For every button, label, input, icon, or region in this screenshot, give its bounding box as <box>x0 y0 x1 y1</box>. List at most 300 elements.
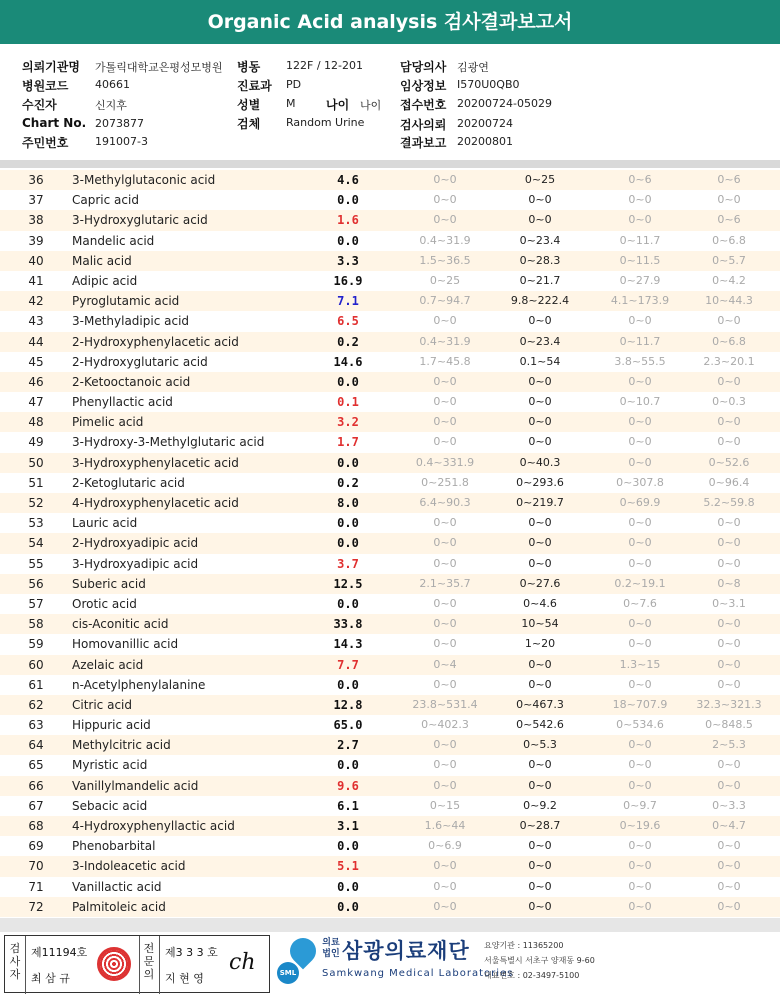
reference-range-1: 1.5~36.5 <box>419 253 471 267</box>
analyte-name: Lauric acid <box>72 516 138 531</box>
reference-range-1: 0~0 <box>433 617 457 631</box>
org-code: 요양기관 : 11365200 <box>484 941 564 950</box>
age-label: 나이 <box>326 98 350 112</box>
specimen-label: 검체 <box>237 117 261 131</box>
analyte-name: Homovanillic acid <box>72 637 179 652</box>
reference-range-4: 0~0 <box>717 758 741 772</box>
table-row <box>0 574 780 594</box>
table-row <box>0 392 780 412</box>
reference-range-4: 0~52.6 <box>708 455 750 469</box>
reference-range-4: 0~0 <box>717 899 741 913</box>
reference-range-4: 0~6 <box>717 213 741 227</box>
row-number: 67 <box>28 798 44 813</box>
result-value: 1.6 <box>337 213 359 228</box>
reference-range-3: 0~307.8 <box>616 475 664 489</box>
result-value: 2.7 <box>337 738 359 753</box>
ward-label: 병동 <box>237 60 261 74</box>
table-row <box>0 251 780 271</box>
analyte-name: 2-Hydroxyphenylacetic acid <box>72 334 239 349</box>
reference-range-2: 0~0 <box>528 516 552 530</box>
table-row <box>0 412 780 432</box>
reference-range-3: 0~0 <box>628 839 652 853</box>
reference-range-3: 0~0 <box>628 374 652 388</box>
age-value: 나이 <box>360 99 382 112</box>
reference-range-4: 0~0 <box>717 778 741 792</box>
result-value: 3.3 <box>337 253 359 268</box>
clinical-label: 임상정보 <box>400 79 447 93</box>
analyte-name: Myristic acid <box>72 758 148 773</box>
result-value: 0.0 <box>337 879 359 894</box>
reference-range-2: 0~0 <box>528 657 552 671</box>
table-row <box>0 897 780 917</box>
reference-range-1: 23.8~531.4 <box>412 697 478 711</box>
analyte-name: 2-Hydroxyglutaric acid <box>72 354 208 369</box>
reference-range-2: 0~293.6 <box>516 475 564 489</box>
row-number: 39 <box>28 233 44 248</box>
reference-range-2: 0~28.3 <box>519 253 561 267</box>
result-value: 0.0 <box>337 596 359 611</box>
reference-range-4: 0~0.3 <box>712 395 746 409</box>
reference-range-3: 0~6 <box>628 173 652 186</box>
reference-range-4: 0~5.7 <box>712 253 746 267</box>
table-row <box>0 776 780 796</box>
reference-range-3: 0~0 <box>628 536 652 550</box>
reference-range-2: 0~0 <box>528 556 552 570</box>
report-date-value: 20200801 <box>457 135 513 148</box>
reference-range-3: 0~534.6 <box>616 718 664 732</box>
row-number: 68 <box>28 819 44 833</box>
row-number: 59 <box>28 637 44 652</box>
id-value: 191007-3 <box>95 135 148 148</box>
analyte-name: 2-Hydroxyadipic acid <box>72 536 199 551</box>
reference-range-2: 0~40.3 <box>519 455 561 469</box>
reference-range-1: 0~0 <box>433 213 457 227</box>
analyte-name: Vanillactic acid <box>72 879 162 894</box>
row-number: 44 <box>28 334 44 349</box>
reference-range-1: 0~0 <box>433 758 457 772</box>
table-row <box>0 856 780 876</box>
result-value: 0.0 <box>337 455 359 470</box>
result-value: 12.8 <box>333 697 363 712</box>
report-title: Organic Acid analysis 검사결과보고서 <box>0 0 780 44</box>
reference-range-1: 0~0 <box>433 677 457 691</box>
table-row <box>0 796 780 816</box>
reference-range-1: 0~0 <box>433 435 457 449</box>
ward-value: 122F / 12-201 <box>286 59 363 72</box>
reference-range-3: 0~0 <box>628 899 652 913</box>
dept-label: 진료과 <box>237 79 272 93</box>
reference-range-3: 0~0 <box>628 738 652 752</box>
reference-range-2: 0~0 <box>528 778 552 792</box>
row-number: 40 <box>28 253 44 268</box>
org-type: 의료법인 <box>322 938 340 959</box>
sex-value: M <box>286 97 296 110</box>
reference-range-2: 0~542.6 <box>516 718 564 732</box>
reference-range-3: 0~0 <box>628 213 652 227</box>
reference-range-3: 0~9.7 <box>623 798 657 812</box>
reference-range-3: 0~0 <box>628 455 652 469</box>
reference-range-2: 0~4.6 <box>523 596 557 610</box>
request-label: 검사의뢰 <box>400 118 447 132</box>
patient-value: 신지후 <box>95 99 127 112</box>
reference-range-2: 0~9.2 <box>523 798 557 812</box>
footer-divider <box>0 918 780 932</box>
reference-range-4: 2~5.3 <box>712 738 746 752</box>
table-row <box>0 836 780 856</box>
table-row <box>0 352 780 372</box>
reference-range-1: 0.4~331.9 <box>415 455 475 469</box>
analyte-name: Azelaic acid <box>72 657 144 672</box>
result-value: 0.0 <box>337 899 359 914</box>
doctor-label: 담당의사 <box>400 60 447 74</box>
reference-range-4: 0~0 <box>717 879 741 893</box>
chart-value: 2073877 <box>95 117 144 130</box>
reference-range-3: 0~27.9 <box>619 273 661 287</box>
table-row <box>0 735 780 755</box>
reference-range-4: 0~6.8 <box>712 233 746 247</box>
reference-range-2: 0~0 <box>528 677 552 691</box>
row-number: 53 <box>28 516 44 531</box>
reference-range-2: 0~23.4 <box>519 233 561 247</box>
dept-value: PD <box>286 78 302 91</box>
results-table <box>0 170 780 917</box>
table-row <box>0 695 780 715</box>
reference-range-4: 0~0 <box>717 556 741 570</box>
reference-range-2: 0~21.7 <box>519 273 561 287</box>
result-value: 6.5 <box>337 314 359 329</box>
row-number: 51 <box>28 475 44 490</box>
reference-range-1: 0~0 <box>433 899 457 913</box>
table-row <box>0 513 780 533</box>
reference-range-2: 0~27.6 <box>519 576 561 590</box>
result-value: 0.2 <box>337 334 359 349</box>
chart-label: Chart No. <box>22 116 87 130</box>
reference-range-2: 0~219.7 <box>516 496 564 509</box>
reference-range-4: 32.3~321.3 <box>696 697 762 711</box>
row-number: 64 <box>28 738 44 753</box>
sign-divider <box>139 936 140 994</box>
reference-range-1: 0.4~31.9 <box>419 233 471 247</box>
row-number: 43 <box>28 314 44 329</box>
specimen-value: Random Urine <box>286 116 365 129</box>
table-row <box>0 231 780 251</box>
analyte-name: Capric acid <box>72 193 139 208</box>
reference-range-4: 0~96.4 <box>708 475 750 489</box>
table-row <box>0 655 780 675</box>
reference-range-3: 0~0 <box>628 677 652 691</box>
reference-range-1: 0.7~94.7 <box>419 294 471 308</box>
reference-range-4: 0~0 <box>717 617 741 631</box>
analyte-name: Mandelic acid <box>72 233 155 248</box>
analyte-name: n-Acetylphenylalanine <box>72 677 206 692</box>
reference-range-2: 0~28.7 <box>519 819 561 832</box>
analyte-name: Pimelic acid <box>72 415 144 430</box>
result-value: 14.6 <box>333 354 363 369</box>
reference-range-4: 10~44.3 <box>705 294 753 308</box>
reference-range-4: 0~848.5 <box>705 718 753 732</box>
analyte-name: 2-Ketoglutaric acid <box>72 475 185 490</box>
result-value: 65.0 <box>333 718 363 733</box>
reference-range-3: 3.8~55.5 <box>614 354 666 368</box>
sign-divider <box>159 936 160 994</box>
reference-range-2: 10~54 <box>521 617 559 631</box>
reference-range-4: 0~0 <box>717 657 741 671</box>
patient-label: 수진자 <box>22 98 57 112</box>
reference-range-2: 0~467.3 <box>516 697 564 711</box>
specialist-number: 제3 3 3 호 <box>165 946 218 959</box>
row-number: 62 <box>28 697 44 712</box>
reference-range-3: 1.3~15 <box>619 657 661 671</box>
table-row <box>0 432 780 452</box>
reference-range-3: 0~0 <box>628 556 652 570</box>
analyte-name: Hippuric acid <box>72 718 151 733</box>
reference-range-1: 0~25 <box>429 273 461 287</box>
analyte-name: Vanillylmandelic acid <box>72 778 199 793</box>
tester-label: 검사자 <box>9 942 21 981</box>
result-value: 0.0 <box>337 758 359 773</box>
row-number: 60 <box>28 657 44 672</box>
analyte-name: Phenyllactic acid <box>72 395 173 410</box>
row-number: 48 <box>28 415 44 430</box>
table-row <box>0 311 780 331</box>
request-value: 20200724 <box>457 117 513 130</box>
reference-range-3: 0~0 <box>628 435 652 449</box>
reference-range-4: 0~0 <box>717 193 741 207</box>
reference-range-4: 0~3.1 <box>712 596 746 610</box>
reference-range-1: 0~402.3 <box>421 718 469 732</box>
reference-range-4: 0~0 <box>717 637 741 651</box>
row-number: 50 <box>28 455 44 470</box>
reference-range-1: 0~0 <box>433 516 457 530</box>
table-row <box>0 594 780 614</box>
result-value: 0.0 <box>337 374 359 389</box>
reference-range-3: 0~0 <box>628 516 652 530</box>
reference-range-1: 0~0 <box>433 415 457 429</box>
table-row <box>0 210 780 230</box>
sml-logo-icon: SML <box>277 962 299 984</box>
reference-range-3: 0.2~19.1 <box>614 576 666 590</box>
doctor-value: 김광연 <box>457 61 489 74</box>
result-value: 16.9 <box>333 273 363 288</box>
table-row <box>0 291 780 311</box>
signature-box <box>4 935 270 993</box>
reference-range-3: 18~707.9 <box>612 697 668 711</box>
analyte-name: Suberic acid <box>72 576 146 591</box>
analyte-name: 3-Methylglutaconic acid <box>72 173 216 187</box>
result-value: 0.0 <box>337 233 359 248</box>
result-value: 3.7 <box>337 556 359 571</box>
analyte-name: Palmitoleic acid <box>72 899 166 914</box>
hospital-code-value: 40661 <box>95 78 130 91</box>
row-number: 57 <box>28 596 44 611</box>
reference-range-1: 0~0 <box>433 173 457 186</box>
reference-range-2: 0~0 <box>528 415 552 429</box>
result-value: 3.1 <box>337 819 359 833</box>
reference-range-1: 6.4~90.3 <box>419 496 471 509</box>
reference-range-4: 0~6.8 <box>712 334 746 348</box>
table-row <box>0 372 780 392</box>
reference-range-3: 0~11.7 <box>619 233 661 247</box>
result-value: 33.8 <box>333 617 363 632</box>
table-row <box>0 634 780 654</box>
result-value: 0.0 <box>337 839 359 854</box>
sex-label: 성별 <box>237 98 261 112</box>
report-footer <box>0 932 780 998</box>
table-row <box>0 533 780 553</box>
row-number: 66 <box>28 778 44 793</box>
reference-range-3: 0~7.6 <box>623 596 657 610</box>
analyte-name: 2-Ketooctanoic acid <box>72 374 191 389</box>
reference-range-4: 0~0 <box>717 536 741 550</box>
analyte-name: Malic acid <box>72 253 132 268</box>
org-phone: 대표번호 : 02-3497-5100 <box>484 971 580 980</box>
tester-name: 최 삼 규 <box>31 972 70 985</box>
reference-range-1: 0~6.9 <box>428 839 462 853</box>
official-seal <box>97 947 131 981</box>
reference-range-4: 0~6 <box>717 173 741 186</box>
table-row <box>0 190 780 210</box>
reference-range-3: 0~0 <box>628 314 652 328</box>
row-number: 42 <box>28 294 44 309</box>
reference-range-2: 0~0 <box>528 859 552 873</box>
table-row <box>0 675 780 695</box>
analyte-name: 4-Hydroxyphenyllactic acid <box>72 819 235 833</box>
result-value: 0.1 <box>337 395 359 410</box>
row-number: 65 <box>28 758 44 773</box>
table-row <box>0 271 780 291</box>
row-number: 41 <box>28 273 44 288</box>
org-name: 삼광의료재단 <box>342 939 470 963</box>
row-number: 37 <box>28 193 44 208</box>
institution-value: 가톨릭대학교은평성모병원 <box>95 61 223 74</box>
id-label: 주민번호 <box>22 136 69 150</box>
reference-range-3: 0~0 <box>628 758 652 772</box>
result-value: 0.0 <box>337 193 359 208</box>
reference-range-2: 0.1~54 <box>519 354 561 368</box>
reference-range-1: 0~251.8 <box>421 475 469 489</box>
analyte-name: Methylcitric acid <box>72 738 171 753</box>
reference-range-2: 0~0 <box>528 193 552 207</box>
clinical-value: I570U0QB0 <box>457 78 520 91</box>
reference-range-2: 0~0 <box>528 758 552 772</box>
reference-range-3: 0~19.6 <box>619 819 661 832</box>
specialist-label: 전문의 <box>143 942 155 981</box>
institution-label: 의뢰기관명 <box>22 60 80 74</box>
reference-range-3: 0~0 <box>628 617 652 631</box>
reference-range-2: 0~0 <box>528 314 552 328</box>
row-number: 52 <box>28 496 44 510</box>
row-number: 61 <box>28 677 44 692</box>
table-row <box>0 332 780 352</box>
report-date-label: 결과보고 <box>400 136 447 150</box>
reference-range-3: 0~0 <box>628 637 652 651</box>
analyte-name: Phenobarbital <box>72 839 156 854</box>
reference-range-1: 0~0 <box>433 374 457 388</box>
reference-range-4: 0~3.3 <box>712 798 746 812</box>
reference-range-2: 9.8~222.4 <box>510 294 570 308</box>
reference-range-4: 0~0 <box>717 374 741 388</box>
analyte-name: 3-Indoleacetic acid <box>72 859 186 874</box>
reference-range-1: 0~0 <box>433 556 457 570</box>
reference-range-4: 0~0 <box>717 859 741 873</box>
reference-range-4: 0~0 <box>717 516 741 530</box>
reference-range-2: 0~5.3 <box>523 738 557 752</box>
result-value: 7.7 <box>337 657 359 672</box>
reference-range-1: 0~0 <box>433 859 457 873</box>
analyte-name: Pyroglutamic acid <box>72 294 180 309</box>
analyte-name: 3-Hydroxyphenylacetic acid <box>72 455 239 470</box>
org-english-name: Samkwang Medical Laboratories <box>322 968 514 979</box>
result-value: 12.5 <box>333 576 363 591</box>
table-row <box>0 453 780 473</box>
reference-range-2: 0~0 <box>528 879 552 893</box>
reference-range-4: 5.2~59.8 <box>703 496 755 509</box>
reference-range-1: 0~0 <box>433 778 457 792</box>
reference-range-1: 0~0 <box>433 395 457 409</box>
table-row <box>0 715 780 735</box>
reference-range-1: 1.6~44 <box>424 819 466 832</box>
reference-range-2: 0~23.4 <box>519 334 561 348</box>
table-row <box>0 877 780 897</box>
reference-range-2: 0~25 <box>524 173 556 186</box>
reference-range-3: 0~11.5 <box>619 253 661 267</box>
org-address: 서울특별시 서초구 양재동 9-60 <box>484 956 595 965</box>
reference-range-1: 0~0 <box>433 193 457 207</box>
header-divider <box>0 160 780 168</box>
reference-range-1: 1.7~45.8 <box>419 354 471 368</box>
result-value: 0.0 <box>337 516 359 531</box>
result-value: 1.7 <box>337 435 359 450</box>
reference-range-3: 0~0 <box>628 193 652 207</box>
tester-number: 제11194호 <box>31 946 88 959</box>
report-header <box>0 44 780 160</box>
reference-range-2: 0~0 <box>528 536 552 550</box>
result-value: 0.0 <box>337 536 359 551</box>
reference-range-1: 0~4 <box>433 657 457 671</box>
reference-range-3: 0~0 <box>628 859 652 873</box>
reference-range-3: 4.1~173.9 <box>610 294 670 308</box>
receipt-label: 접수번호 <box>400 98 447 112</box>
analyte-name: Adipic acid <box>72 273 138 288</box>
row-number: 63 <box>28 718 44 733</box>
table-row <box>0 554 780 574</box>
reference-range-4: 0~0 <box>717 415 741 429</box>
row-number: 71 <box>28 879 44 894</box>
analyte-name: Sebacic acid <box>72 798 148 813</box>
table-row <box>0 473 780 493</box>
reference-range-3: 0~11.7 <box>619 334 661 348</box>
reference-range-2: 0~0 <box>528 395 552 409</box>
row-number: 70 <box>28 859 44 874</box>
row-number: 36 <box>28 173 44 187</box>
reference-range-3: 0~10.7 <box>619 395 661 409</box>
row-number: 38 <box>28 213 44 228</box>
reference-range-2: 0~0 <box>528 435 552 449</box>
row-number: 58 <box>28 617 44 632</box>
specialist-name: 지 현 영 <box>165 972 204 985</box>
reference-range-2: 0~0 <box>528 374 552 388</box>
reference-range-1: 0.4~31.9 <box>419 334 471 348</box>
result-value: 3.2 <box>337 415 359 430</box>
reference-range-2: 0~0 <box>528 213 552 227</box>
reference-range-1: 0~0 <box>433 879 457 893</box>
row-number: 46 <box>28 374 44 389</box>
reference-range-1: 0~0 <box>433 637 457 651</box>
analyte-name: 3-Hydroxyglutaric acid <box>72 213 208 228</box>
row-number: 45 <box>28 354 44 369</box>
reference-range-1: 0~0 <box>433 536 457 550</box>
analyte-name: 3-Hydroxyadipic acid <box>72 556 199 571</box>
